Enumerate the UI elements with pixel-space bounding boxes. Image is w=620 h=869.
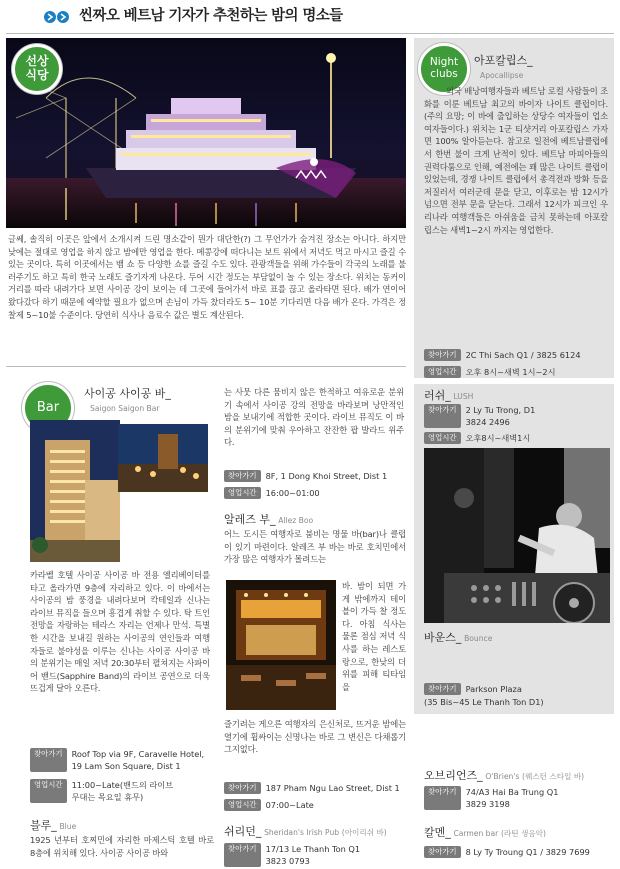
allez-boo-photo <box>226 580 336 710</box>
divider <box>6 33 614 34</box>
find-tag: 찾아가기 <box>424 786 461 810</box>
title-bar <box>43 6 603 28</box>
bounce-name: 바운스_ <box>424 631 462 644</box>
hours-tag: 영업시간 <box>424 432 461 444</box>
hours-tag: 영업시간 <box>224 799 261 811</box>
blue-heading <box>30 818 76 835</box>
blue-name-en: Blue <box>59 822 77 831</box>
saigon-find <box>30 748 214 772</box>
sheridan-heading <box>224 824 387 841</box>
obriens-name-sub: (웨스턴 스타일 바) <box>522 772 585 781</box>
saigon-hours-line1: 11:00~Late(밴드의 라이브 <box>71 780 174 790</box>
blue-hours-value: 16:00~01:00 <box>265 488 320 498</box>
allez-hours-value: 07:00~Late <box>265 800 314 810</box>
blue-description: 1925 년부터 호찌민에 자리한 마제스틱 호텔 바로 8층에 위치해 있다. 사이공 사이공 바와 <box>30 835 214 858</box>
hours-tag: 영업시간 <box>424 366 461 378</box>
find-tag: 찾아가기 <box>224 470 261 482</box>
blue-hours <box>224 487 408 499</box>
allez-hours <box>224 799 408 811</box>
allez-find <box>224 782 408 794</box>
bar-badge: Bar <box>22 382 74 434</box>
carmen-name: 칼멘_ <box>424 826 451 839</box>
obriens-find <box>424 786 612 810</box>
nightclubs-badge-line1: Night <box>429 56 459 69</box>
boat-restaurant-description: 글쎄, 솔직히 이곳은 앞에서 소개시켜 드린 명소같이 뭔가 대단한(?) 그 무언가가 숨겨진 장소는 아니다. 하지만 낮에는 절대로 영업을 하지 않고 밤에만 영업을 한다. 메콩강에 떠다니는 보트 위에서 저녁도 먹고 마시고 즐길 수 있는 곳이다. 특히 이곳에서는 뱀 쇼 등 다양한 쇼를 즐길 수도 있다. 관광객들을 위해 가수들이 각국의 노래를 불러주기도 하고 특히 한국 노래도 즐기자게 나온다. 두어 시간 정도는 부담없이 놀 수 있는 장소다. 위치는 동커이 거리를 따라 내려가다 보면 사이공 강이 보이는 데 그곳에 들어가서 바로 표를 끊고 올라타면 된다. 배가 연이어 왔다갔다 하기 때문에 예약할 필요가 없으며 손님이 가득 찼더라도 5~ 10분 기다리면 다음 배가 온다. 가격은 정찰제 5~10불 수준이다. 당연히 식사나 음료수 값은 별도 계산된다. <box>8 234 406 320</box>
saigon-terrace-photo <box>118 424 208 492</box>
saigon-hours <box>30 779 214 803</box>
allez-description-top: 어느 도시든 여행자로 붐비는 명물 바(bar)나 클럽이 있기 마련이다. 알레즈 부 바는 바로 호치민에서 가장 많은 여행자가 몰려드는 <box>224 529 406 565</box>
find-tag: 찾아가기 <box>424 846 461 858</box>
allez-name-en: Allez Boo <box>278 516 314 525</box>
hours-tag: 영업시간 <box>224 487 261 499</box>
apocalipse-name-en: Apocallipse <box>480 70 524 80</box>
lush-hours-value: 오후8시~새벽1시 <box>465 433 531 443</box>
sheridan-name-en: Sheridan's Irish Pub <box>264 828 340 837</box>
lush-name-en: LUSH <box>453 392 474 401</box>
saigon-hours-line2: 무대는 목요일 휴무) <box>71 792 144 802</box>
sheridan-find <box>224 843 408 867</box>
obriens-phone: 3829 3198 <box>465 799 510 809</box>
saigon-address-line1: Roof Top via 9F, Caravelle Hotel, <box>71 749 205 759</box>
boat-restaurant-photo <box>6 38 406 228</box>
obriens-address: 74/A3 Hai Ba Trung Q1 <box>465 787 559 797</box>
saigon-description: 카라벨 호텔 사이공 사이공 바 전용 엘리베이터를 타고 올라가면 9층에 자리하고 있다. 이 바에서는 사이공의 밤 풍경을 내려다보며 칵테일과 신나는 라이브 뮤직을 들으며 흥겹게 취할 수 있다. 탁 트인 전망을 자랑하는 테라스 자리는 언제나 만석. 특별한 시간을 보내길 원하는 사이공의 연인들과 여행자들로 불야성을 이루는 신나는 사이공 사이공 바의 분위기는 매일 저녁 20:30부터 펼쳐지는 사파이어 밴드(Sapphire Band)의 라이브 공연으로 더욱 뜨겁게 달아 오른다. <box>30 570 210 694</box>
blue-find <box>224 470 408 482</box>
lush-address: 2 Ly Tu Trong, D1 <box>465 405 536 415</box>
bounce-find <box>424 683 612 695</box>
lush-hours <box>424 432 612 444</box>
apocalipse-address: 2C Thi Sach Q1 / 3825 6124 <box>465 350 581 360</box>
saigon-heading <box>84 386 224 414</box>
blue-description-continued: 는 사뭇 다른 뭄비지 않은 한적하고 여유로운 분위기 속에서 사이공 강의 전망을 바라보며 낭만적인 밤을 보내기에 적합한 곳이다. 라이브 뮤직도 이 바의 분위기에 맞춰 우아하고 잔잔한 팝 발라드 위주다. <box>224 387 404 448</box>
carmen-name-en: Carmen bar <box>453 829 499 838</box>
apocalipse-heading <box>474 53 614 81</box>
find-tag: 찾아가기 <box>30 748 67 772</box>
carmen-find <box>424 846 614 858</box>
lush-find <box>424 404 612 428</box>
find-tag: 찾아가기 <box>424 683 461 695</box>
obriens-name: 오브리언즈_ <box>424 769 483 782</box>
bounce-name-en: Bounce <box>464 634 493 643</box>
apocalipse-description: 외국 배낭여행자들과 베트남 로컬 사람들이 조화를 이룬 베트남 최고의 바이자 나이트 클럽이다.(주의 요망; 이 바에 출입하는 상당수 여자들이 업소 여자들이다.) 위치는 1군 티샷거리 아포칼립스 가자면 100% 알아듣는다. 참고로 일전에 베트남클럽에서 한번 불이 크게 난적이 있다. 베트남 마피아들의 권력다툼으로 인해, 예전에는 꽤 많은 나이트 클럽이 있었는데, 경쟁 나이트 클럽에서 총격전과 방화 등을 저질러서 여러군데 문을 닫고, 이후로는 밤 12시가 넘으면 전부 문을 닫는다. 그래서 12시가 피크인 우리나라 여행객들은 아쉬움을 금치 못하는데 아포칼립스는 새벽1~2시 까지는 영업한다. <box>424 86 608 235</box>
carmen-name-sub: (라틴 생음악) <box>500 829 546 838</box>
divider <box>6 366 406 367</box>
nightclubs-badge-line2: clubs <box>430 68 458 80</box>
lush-name: 러쉬_ <box>424 389 451 402</box>
allez-description-bottom: 즐기려는 게으른 여행자의 은신처로, 뜨거운 밤에는 열기에 휩싸이는 신명나는 바로 그 변신은 다채롭기 그지없다. <box>224 719 406 755</box>
saigon-name: 사이공 사이공 바_ <box>84 387 171 400</box>
apocalipse-name: 아포칼립스_ <box>474 54 533 67</box>
nightclub-dj-photo <box>424 448 610 623</box>
lush-phone: 3824 2496 <box>465 417 510 427</box>
allez-description-side: 바. 밤이 되면 가게 밖에까지 테이블이 가득 찰 정도다. 아침 식사는 물론 점심 저녁 식사를 하는 레스토랑으로, 한낮의 더위를 피해 티타임을 <box>342 581 406 692</box>
lush-heading <box>424 388 473 405</box>
double-arrow-circle-icon <box>43 10 71 24</box>
obriens-name-en: O'Brien's <box>485 772 520 781</box>
sheridan-name: 쉬리던_ <box>224 825 262 838</box>
bounce-heading <box>424 630 492 647</box>
carmen-address: 8 Ly Ty Troung Q1 / 3829 7699 <box>465 847 590 857</box>
sheridan-address: 17/13 Le Thanh Ton Q1 <box>265 844 361 854</box>
find-tag: 찾아가기 <box>224 782 261 794</box>
blue-address: 8F, 1 Dong Khoi Street, Dist 1 <box>265 471 388 481</box>
boat-restaurant-badge: 선상 식당 <box>12 44 62 94</box>
sheridan-phone: 3823 0793 <box>265 856 310 866</box>
apocalipse-hours <box>424 366 612 378</box>
allez-name: 알레즈 부_ <box>224 513 276 526</box>
page-title: 씬짜오 베트남 기자가 추천하는 밤의 명소들 <box>79 8 343 25</box>
bounce-address <box>424 696 612 708</box>
apocalipse-find <box>424 349 612 361</box>
allez-address: 187 Pham Ngu Lao Street, Dist 1 <box>265 783 400 793</box>
blue-name: 블루_ <box>30 819 57 832</box>
apocalipse-hours-value: 오후 8시~새벽 1시~2시 <box>465 367 556 377</box>
allez-heading <box>224 512 313 529</box>
find-tag: 찾아가기 <box>424 349 461 361</box>
bounce-address-line2: (35 Bis~45 Le Thanh Ton D1) <box>424 697 544 707</box>
saigon-name-en: Saigon Saigon Bar <box>90 403 160 413</box>
saigon-hotel-photo <box>30 420 120 562</box>
carmen-heading <box>424 825 546 842</box>
obriens-heading <box>424 768 584 785</box>
find-tag: 찾아가기 <box>424 404 461 428</box>
saigon-address-line2: 19 Lam Son Square, Dist 1 <box>71 761 181 771</box>
bounce-address-line1: Parkson Plaza <box>465 684 522 694</box>
hours-tag: 영업시간 <box>30 779 67 803</box>
find-tag: 찾아가기 <box>224 843 261 867</box>
sheridan-name-sub: (아이리쉬 바) <box>341 828 387 837</box>
